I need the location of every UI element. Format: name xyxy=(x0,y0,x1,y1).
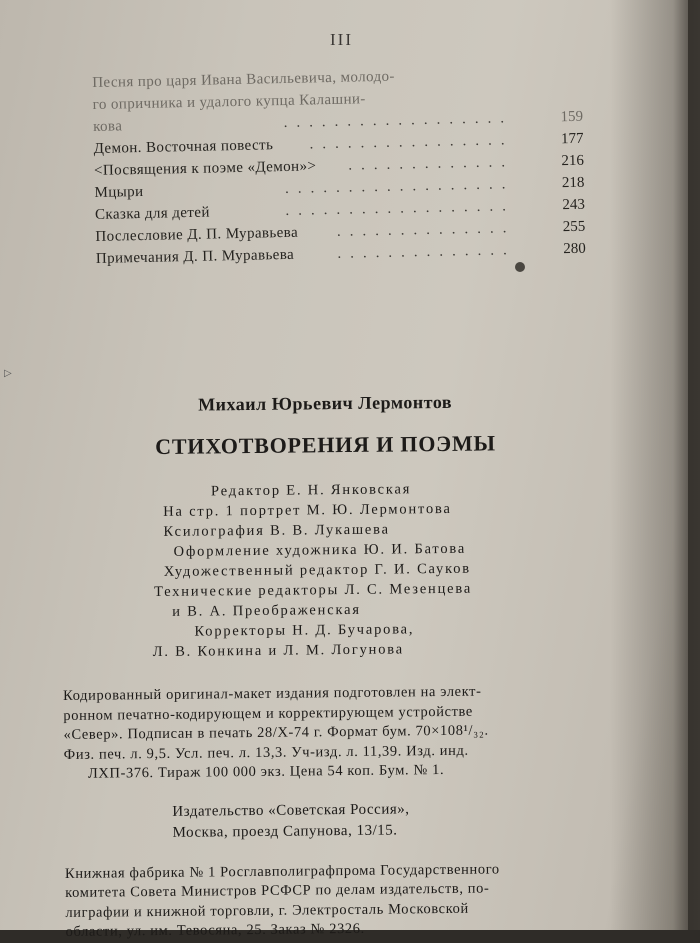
publisher-info xyxy=(64,797,624,845)
toc-entry-title: Мцыри xyxy=(94,183,144,201)
toc-leader-dots: .............. xyxy=(337,242,516,262)
production-note-line: ронном печатно-кодирующем и корректирующем устройстве xyxy=(63,703,474,724)
credit-line: Л. В. Конкина и Л. М. Логунова xyxy=(152,641,404,661)
page-number: III xyxy=(330,30,353,49)
printer-info xyxy=(65,859,626,943)
toc-entry-title: го опричника и удалого купца Калашни- xyxy=(92,91,366,113)
credit-line: и В. А. Преображенская xyxy=(172,601,361,620)
toc-entry-page: 280 xyxy=(563,240,586,258)
credit-line: Художественный редактор Г. И. Сауков xyxy=(163,560,471,580)
toc-leader-dots: .................. xyxy=(283,110,514,131)
toc-entry-title: Примечания Д. П. Муравьева xyxy=(95,246,295,267)
publisher-line: Москва, проезд Сапунова, 13/15. xyxy=(172,821,398,841)
margin-mark: ▷ xyxy=(4,368,12,379)
toc-entry-title: <Посвящения к поэме «Демон»> xyxy=(93,158,317,179)
toc-entry-title: Демон. Восточная повесть xyxy=(93,137,274,157)
toc-entry-page: 216 xyxy=(561,152,585,170)
credit-line: Оформление художника Ю. И. Батова xyxy=(173,540,467,560)
production-note-line: Физ. печ. л. 9,5. Усл. печ. л. 13,3. Уч-изд. л. 11,39. Изд. инд. xyxy=(63,742,469,763)
toc-entry-title: кова xyxy=(92,118,123,135)
ink-dot xyxy=(515,262,525,272)
production-note-line: Кодированный оригинал-макет издания подготовлен на элект- xyxy=(63,683,482,704)
production-note-line: ЛХП-376. Тираж 100 000 экз. Цена 54 коп. Бум. № 1. xyxy=(87,761,445,782)
author-name: Михаил Юрьевич Лермонтов xyxy=(198,391,453,415)
page-gutter-shadow xyxy=(610,0,700,930)
toc-entry-page: 255 xyxy=(562,218,586,236)
production-notes xyxy=(63,681,624,784)
book-title: СТИХОТВОРЕНИЯ И ПОЭМЫ xyxy=(155,430,496,460)
credit-line: На стр. 1 портрет М. Ю. Лермонтова xyxy=(163,500,452,520)
printer-line: комитета Совета Министров РСФСР по делам издательств, по- xyxy=(65,880,490,901)
printer-line: лиграфии и книжной торговли, г. Электросталь Московской xyxy=(65,900,469,921)
printer-line: Книжная фабрика № 1 Росглавполиграфпрома Государственного xyxy=(64,860,500,882)
colophon xyxy=(60,390,626,942)
production-note-line: «Север». Подписан в печать 28/Х-74 г. Формат бум. 70×108¹/₃₂. xyxy=(63,722,489,743)
credit-line: Ксилография В. В. Лукашева xyxy=(163,521,390,540)
toc-leader-dots: .................. xyxy=(285,198,516,219)
toc-entry-title: Сказка для детей xyxy=(94,204,210,223)
toc-entry-page: 177 xyxy=(560,130,584,148)
toc-leader-dots: .............. xyxy=(336,220,516,240)
credits-list xyxy=(61,477,623,663)
printer-line: области, ул. им. Тевосяна, 25. Заказ № 2326. xyxy=(65,920,365,940)
toc-leader-dots: .................. xyxy=(284,176,515,197)
toc-entry-title: Послесловие Д. П. Муравьева xyxy=(95,224,299,245)
credit-line: Корректоры Н. Д. Бучарова, xyxy=(194,621,415,640)
toc-entry-page: 159 xyxy=(560,108,584,126)
toc-entry-page: 243 xyxy=(562,196,586,214)
credit-line: Редактор Е. Н. Янковская xyxy=(210,481,412,500)
table-of-contents xyxy=(92,62,586,270)
toc-leader-dots: ................ xyxy=(309,132,514,153)
publisher-line: Издательство «Советская Россия», xyxy=(172,800,410,820)
toc-entry-title: Песня про царя Ивана Васильевича, молодо- xyxy=(92,68,395,91)
toc-leader-dots: ............. xyxy=(348,154,515,174)
toc-entry-page: 218 xyxy=(561,174,585,192)
credit-line: Технические редакторы Л. С. Мезенцева xyxy=(153,580,473,601)
